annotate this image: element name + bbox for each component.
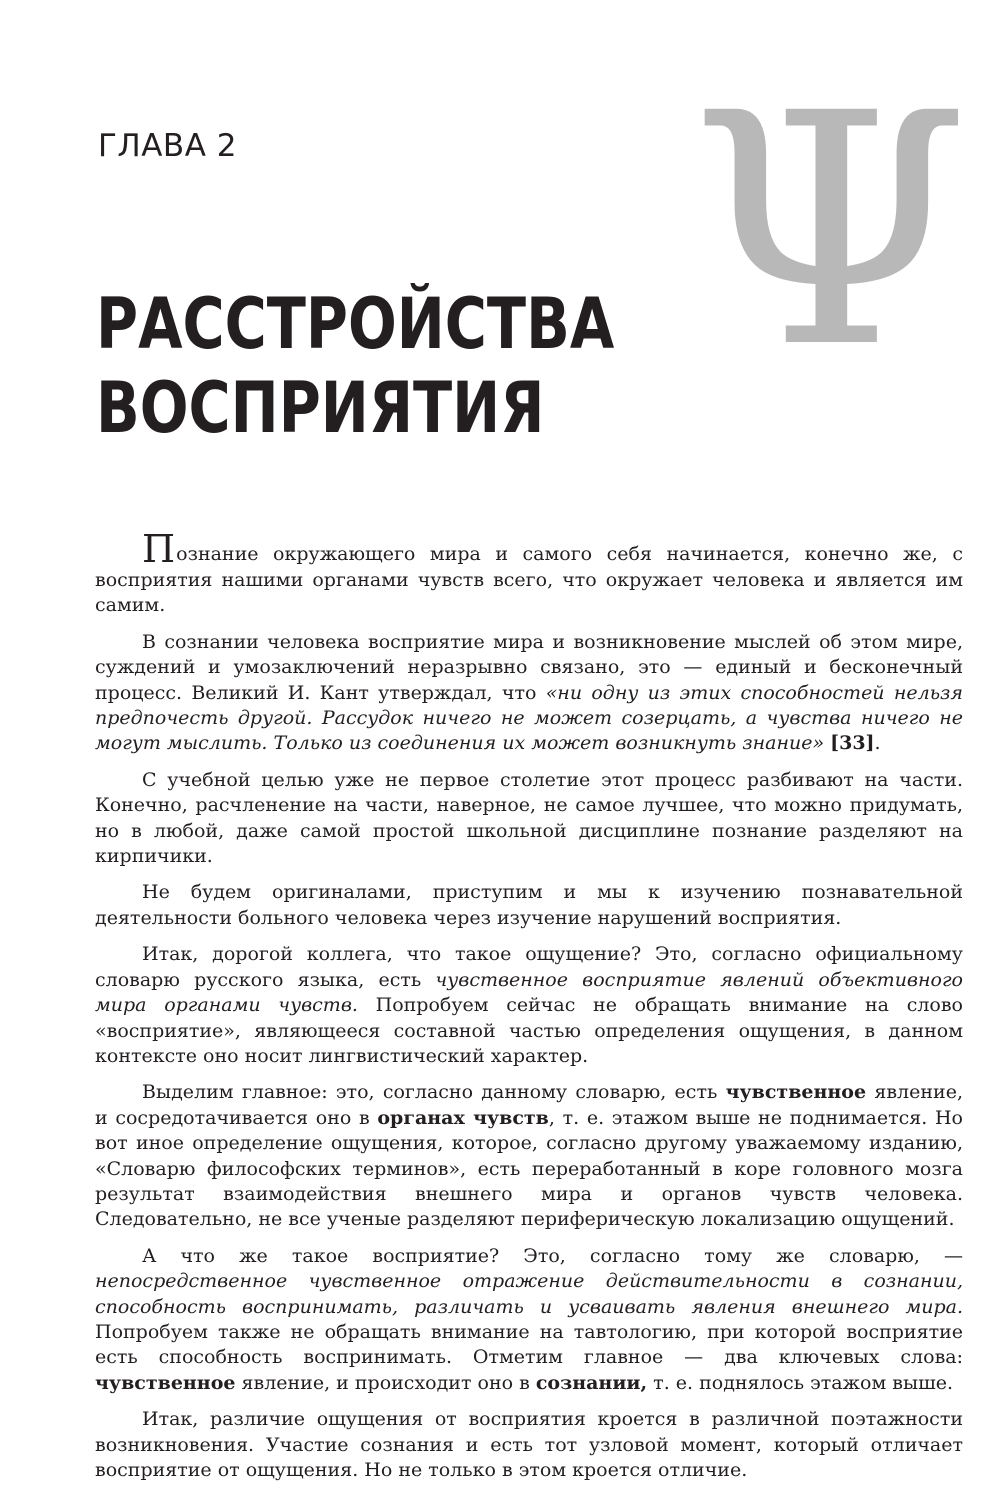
paragraph xyxy=(95,768,963,870)
bold-run: чувственное xyxy=(725,1081,867,1104)
italic-run: непосредственное чувственное отражение действительности в сознании, способность воспринимать, различать и усваивать явления внешнего мира. xyxy=(95,1270,963,1318)
paragraph xyxy=(95,1080,963,1232)
text-run: явление, и происходит оно в xyxy=(235,1371,536,1394)
paragraph xyxy=(95,942,963,1069)
text-run: Попробуем также не обращать внимание на тавтологию, при которой восприятие есть способность воспринимать. Отметим главное — два ключевых слова: xyxy=(95,1320,963,1369)
paragraph xyxy=(95,630,963,757)
italic-run: «ни одну из этих способностей нельзя предпочесть другой. Рассудок ничего не может созерцать, а чувства ничего не могут мыслить. Только из соединения их может возникнуть знание» xyxy=(95,681,963,755)
bold-run: органах чувств xyxy=(377,1106,549,1129)
psi-symbol: Ψ xyxy=(689,46,971,418)
chapter-title-line-2: ВОСПРИЯТИЯ xyxy=(96,367,545,449)
text-run: А что же такое восприятие? Это, согласно тому же словарю, — xyxy=(142,1244,963,1267)
text-run: В сознании человека восприятие мира и возникновение мыслей об этом мире, суждений и умозаключений неразрывно связано, это — единый и бесконечный процесс. Великий И. Кант утверждал, что xyxy=(95,630,963,704)
bold-run: чувственное xyxy=(95,1371,236,1394)
chapter-label: ГЛАВА 2 xyxy=(98,128,237,164)
text-run: Итак, различие ощущения от восприятия кроется в различной поэтажности возникновения. Участие сознания и есть тот узловой момент, который отличает восприятие от ощущения. Но не только в этом кроется отличие. xyxy=(95,1408,963,1481)
text-run: ознание окружающего мира и самого себя начинается, конечно же, с восприятия нашими органами чувств всего, что окружает человека и является им самим. xyxy=(95,543,963,617)
paragraph xyxy=(95,1407,963,1483)
paragraph xyxy=(95,527,963,619)
drop-cap: П xyxy=(142,527,176,571)
text-run: С учебной целью уже не первое столетие этот процесс разбивают на части. Конечно, расчленение на части, наверное, не самое лучшее, что можно придумать, но в любой, даже самой простой школьной дисциплине познание разделяют на кирпичики. xyxy=(95,768,963,868)
body-text xyxy=(95,527,963,1494)
text-run: Попробуем сейчас не обращать внимание на слово «восприятие», являющееся составной частью определения ощущения, в данном контексте оно носит лингвистический характер. xyxy=(95,994,963,1067)
text-run: , т. е. этажом выше не поднимается. Но вот иное определение ощущения, которое, согласно другому уважаемому изданию, «Словарю философских терминов», есть переработанный в коре головного мозга результат взаимодействия внешнего мира и органов чувств человека. Следовательно, не все ученые разделяют периферическую локализацию ощущений. xyxy=(95,1106,963,1231)
text-run: т. е. поднялось этажом выше. xyxy=(647,1371,954,1394)
paragraph xyxy=(95,1244,963,1396)
chapter-title xyxy=(96,282,614,450)
italic-run: чувственное восприятие явлений объективного мира органами чувств. xyxy=(95,968,963,1017)
bold-run: [33] xyxy=(830,732,875,755)
bold-run: сознании, xyxy=(535,1371,648,1394)
text-run: Выделим главное: это, согласно данному словарю, есть xyxy=(142,1081,726,1104)
text-run: Итак, дорогой коллега, что такое ощущение? Это, согласно официальному словарю русского языка, есть xyxy=(95,943,963,991)
text-run: Не будем оригиналами, приступим и мы к изучению познавательной деятельности больного человека через изучение нарушений восприятия. xyxy=(95,881,963,929)
text-run: . xyxy=(874,732,881,755)
text-run: явление, и сосредотачивается оно в xyxy=(95,1081,963,1129)
chapter-title-line-1: РАССТРОЙСТВА xyxy=(96,283,615,365)
paragraph xyxy=(95,880,963,931)
